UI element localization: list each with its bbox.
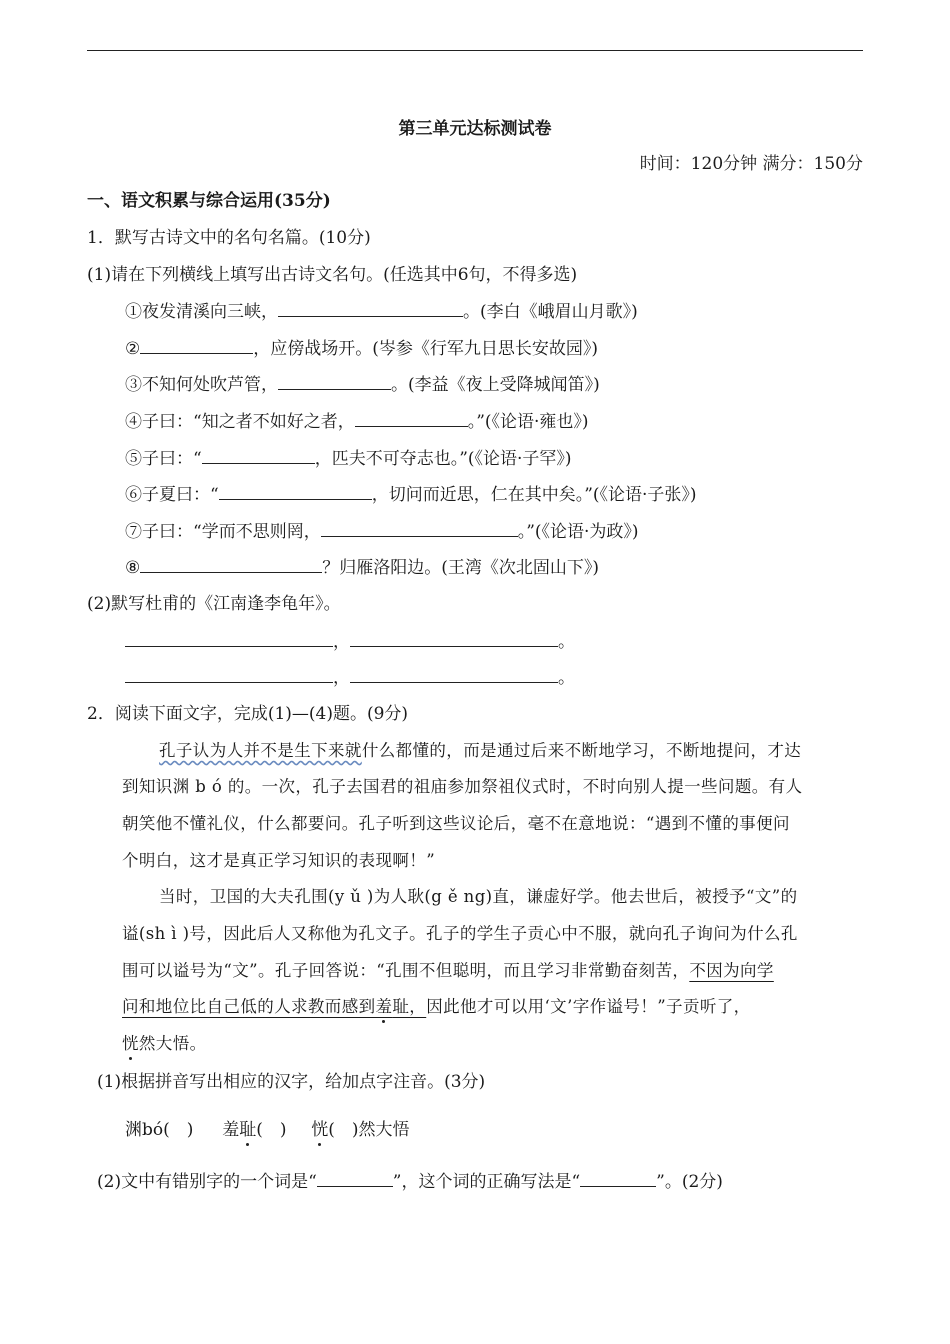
answer-blank[interactable] [140,555,322,573]
passage-line: 谥(sh ì )号，因此后人又称他为孔文子。孔子的学生子贡心中不服，就向孔子询问为什么孔 [122,924,798,943]
answer-blank[interactable] [140,336,253,354]
pinyin-items: 渊bó( ) 羞耻( ) 恍( )然大悟 [125,1120,410,1140]
passage-line: 个明白，这才是真正学习知识的表现啊！” [122,851,436,870]
question-2-sub2: (2)文中有错别字的一个词是“ ”，这个词的正确写法是“ ”。(2分) [97,1169,723,1194]
answer-blank[interactable] [219,482,372,500]
passage-line: 当时，卫国的大夫孔围(y ǔ )为人耿(g ě ng)直，谦虚好学。他去世后，被授予“文”的 [159,887,798,906]
fill-item-1: ①夜发清溪向三峡， 。(李白《峨眉山月歌》) [125,299,638,324]
passage-line: 孔子认为人并不是生下来就什么都懂的，而是通过后来不断地学习，不断地提问，才达 [159,741,802,760]
answer-blank[interactable] [125,629,333,647]
question-1-part2-intro: (2)默写杜甫的《江南逢李龟年》。 [87,594,341,614]
fill-item-8: ⑧ ？归雁洛阳边。(王湾《次北固山下》) [125,555,599,580]
poem-line-1: ， 。 [125,629,575,654]
answer-blank[interactable] [321,519,518,537]
passage-line: 朝笑他不懂礼仪，什么都要问。孔子听到这些议论后，毫不在意地说：“遇到不懂的事便问 [122,814,790,833]
fill-item-5: ⑤子曰：“ ，匹夫不可夺志也。”(《论语·子罕》) [125,446,572,471]
answer-blank[interactable] [278,299,463,317]
answer-blank[interactable] [202,446,315,464]
question-1-part1-intro: (1)请在下列横线上填写出古诗文名句。(任选其中6句，不得多选) [87,265,578,285]
passage-line: 问和地位比自己低的人求教而感到羞耻，因此他才可以用‘文’字作谥号！”子贡听了， [122,995,751,1019]
fill-item-2: ② ，应傍战场开。(岑参《行军九日思长安故园》) [125,336,598,361]
question-1-stem: 1．默写古诗文中的名句名篇。(10分) [87,228,371,248]
answer-blank[interactable] [278,372,391,390]
question-2-stem: 2．阅读下面文字，完成(1)—(4)题。(9分) [87,704,409,724]
fill-item-4: ④子曰：“知之者不如好之者， 。”(《论语·雍也》) [125,409,589,434]
question-2-sub1: (1)根据拼音写出相应的汉字，给加点字注音。(3分) [97,1072,486,1092]
header-rule [87,50,863,51]
answer-blank[interactable] [355,409,468,427]
poem-line-2: ， 。 [125,665,575,690]
fill-item-6: ⑥子夏曰：“ ，切问而近思，仁在其中矣。”(《论语·子张》) [125,482,697,507]
passage-line: 恍然大悟。 [122,1032,207,1056]
fill-item-3: ③不知何处吹芦管， 。(李益《夜上受降城闻笛》) [125,372,600,397]
page-title: 第三单元达标测试卷 [398,119,552,139]
exam-meta: 时间：120分钟 满分：150分 [639,154,863,174]
passage-line: 围可以谥号为“文”。孔子回答说：“孔围不但聪明，而且学习非常勤奋刻苦，不因为向学 [122,961,774,980]
passage-line: 到知识渊 b ó 的。一次，孔子去国君的祖庙参加祭祖仪式时，不时向别人提一些问题。有人 [122,777,803,796]
fill-item-7: ⑦子曰：“学而不思则罔， 。”(《论语·为政》) [125,519,639,544]
answer-blank[interactable] [580,1169,656,1187]
answer-blank[interactable] [350,629,558,647]
section-heading: 一、语文积累与综合运用(35分) [87,191,331,211]
answer-blank[interactable] [350,665,558,683]
answer-blank[interactable] [317,1169,393,1187]
answer-blank[interactable] [125,665,333,683]
